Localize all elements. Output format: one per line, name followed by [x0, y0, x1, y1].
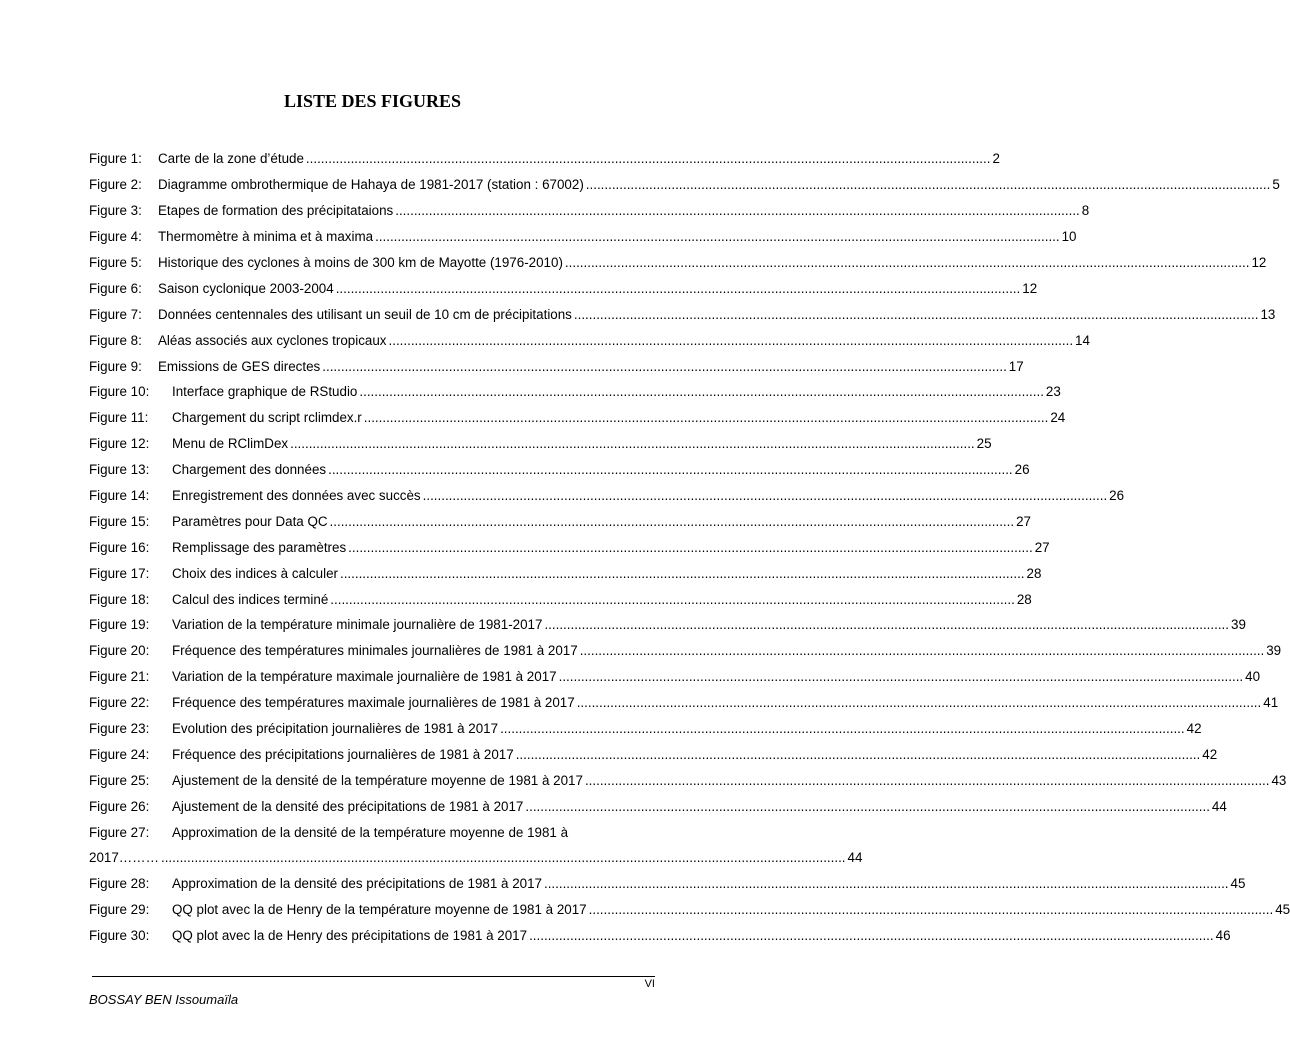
dot-leader [346, 540, 1035, 555]
figure-page-number: 24 [1050, 410, 1066, 426]
figure-page-number: 39 [1266, 643, 1282, 659]
dot-leader [334, 281, 1023, 296]
figure-caption: Paramètres pour Data QC [172, 513, 328, 529]
author-name: BOSSAY BEN Issoumaïla [89, 992, 239, 1007]
figure-page-number: 40 [1245, 669, 1261, 685]
figure-page-number: 46 [1215, 928, 1231, 944]
figure-page-number: 42 [1186, 721, 1202, 737]
dot-leader [338, 566, 1027, 581]
figure-page-number: 26 [1109, 488, 1125, 504]
page-number: VI [644, 978, 655, 990]
toc-entry[interactable] [89, 508, 1031, 534]
figure-page-number: 28 [1016, 591, 1032, 607]
figure-label: Figure 2: [89, 177, 142, 193]
figure-caption-continuation: 2017……… [89, 850, 159, 866]
toc-entry[interactable] [89, 716, 1202, 742]
figure-label: Figure 28: [89, 876, 150, 892]
figure-caption: Historique des cyclones à moins de 300 km de Mayotte (1976-2010) [158, 255, 563, 270]
figure-page-number: 12 [1022, 280, 1038, 296]
figure-caption: Calcul des indices terminé [172, 591, 329, 607]
figure-caption: Choix des indices à calculer [172, 565, 338, 581]
figure-page-number: 43 [1271, 772, 1287, 788]
figure-caption: Emissions de GES directes [158, 358, 321, 374]
figure-page-number: 45 [1230, 876, 1246, 892]
toc-entry[interactable] [89, 379, 1061, 405]
figure-label: Figure 25: [89, 772, 150, 788]
figure-page-number: 5 [1272, 177, 1280, 193]
figure-caption: Fréquence des précipitations journalières de 1981 à 2017 [172, 746, 514, 762]
figure-page-number: 10 [1061, 229, 1077, 245]
figure-caption: Enregistrement des données avec succès [172, 488, 421, 504]
toc-entry[interactable] [89, 923, 1231, 949]
dot-leader [357, 384, 1046, 399]
figure-label: Figure 7: [89, 306, 142, 322]
toc-entry[interactable] [89, 560, 1042, 586]
figure-label: Figure 23: [89, 721, 150, 737]
dot-leader [159, 850, 848, 865]
figure-label: Figure 13: [89, 462, 150, 478]
dot-leader [587, 902, 1276, 917]
figure-label: Figure 11: [89, 410, 149, 426]
dot-leader [326, 462, 1015, 477]
toc-entry[interactable] [89, 871, 1246, 897]
figure-page-number: 41 [1263, 695, 1279, 711]
figure-caption: Evolution des précipitation journalières de 1981 à 2017 [172, 721, 499, 737]
figure-page-number: 26 [1014, 462, 1030, 478]
figure-page-number: 25 [976, 436, 992, 452]
figure-page-number: 44 [1211, 798, 1227, 814]
figure-caption: QQ plot avec la de Henry des précipitations de 1981 à 2017 [172, 928, 528, 944]
figure-page-number: 39 [1231, 617, 1246, 633]
toc-entry[interactable] [89, 457, 1030, 483]
figure-page-number: 2 [992, 151, 1000, 167]
figure-label: Figure 5: [89, 255, 142, 270]
toc-entry[interactable] [89, 690, 1279, 716]
figure-label: Figure 18: [89, 591, 150, 607]
dot-leader [328, 514, 1017, 529]
toc-entry[interactable] [89, 793, 1227, 819]
dot-leader [584, 177, 1273, 192]
figure-label: Figure 20: [89, 643, 150, 659]
figure-label: Figure 21: [89, 669, 150, 685]
toc-entry[interactable] [89, 483, 1125, 509]
toc-entry[interactable] [89, 353, 1024, 379]
dot-leader [393, 203, 1082, 218]
dot-leader [328, 592, 1017, 607]
dot-leader [421, 488, 1110, 503]
figure-caption: Interface graphique de RStudio [172, 384, 358, 400]
dot-leader [583, 773, 1272, 788]
dot-leader [373, 229, 1062, 244]
toc-entry[interactable] [89, 534, 1050, 560]
toc-entry[interactable] [89, 224, 1077, 250]
dot-leader [572, 307, 1261, 322]
figure-page-number: 17 [1008, 358, 1024, 374]
figure-label: Figure 26: [89, 798, 150, 814]
figure-page-number: 27 [1034, 539, 1050, 555]
figure-page-number: 13 [1260, 306, 1276, 322]
footer-divider [92, 976, 655, 977]
figure-caption: Chargement des données [172, 462, 327, 478]
dot-leader [527, 928, 1216, 943]
dot-leader [542, 617, 1231, 632]
figure-caption: QQ plot avec la de Henry de la température moyenne de 1981 à 2017 [172, 902, 587, 918]
toc-entry[interactable] [89, 612, 1246, 638]
figure-page-number: 8 [1081, 203, 1090, 219]
toc-entry[interactable] [89, 664, 1261, 690]
toc-entry[interactable] [89, 172, 1280, 198]
dot-leader [387, 333, 1076, 348]
figure-page-number: 27 [1016, 513, 1031, 529]
dot-leader [523, 799, 1212, 814]
figure-caption: Ajustement de la densité de la température moyenne de 1981 à 2017 [172, 772, 583, 788]
toc-entry[interactable] [89, 327, 1090, 353]
figure-caption: Menu de RClimDex [172, 436, 289, 452]
figure-caption: Données centennales des utilisant un seuil de 10 cm de précipitations [158, 306, 572, 322]
toc-entry[interactable] [89, 146, 1000, 172]
figure-caption: Etapes de formation des précipitataions [158, 203, 394, 219]
figure-caption: Diagramme ombrothermique de Hahaya de 1981-2017 (station : 67002) [158, 177, 584, 193]
figure-page-number: 42 [1202, 746, 1218, 762]
figure-list [89, 146, 1290, 949]
figure-label: Figure 14: [89, 488, 150, 504]
figure-page-number: 28 [1026, 565, 1042, 581]
toc-entry[interactable] [89, 405, 1066, 431]
dot-leader [514, 747, 1203, 762]
toc-entry[interactable] [89, 586, 1032, 612]
figure-caption: Remplissage des paramètres [172, 539, 347, 555]
dot-leader [320, 359, 1009, 374]
toc-entry[interactable] [89, 767, 1287, 793]
toc-entry[interactable] [89, 431, 992, 457]
dot-leader [362, 410, 1051, 425]
dot-leader [304, 151, 993, 166]
dot-leader [542, 876, 1231, 891]
dot-leader [578, 643, 1267, 658]
toc-entry[interactable] [89, 250, 1267, 276]
figure-label: Figure 17: [89, 565, 150, 581]
figure-label: Figure 16: [89, 539, 150, 555]
figure-caption: Thermomètre à minima et à maxima [158, 229, 374, 245]
figure-label: Figure 30: [89, 928, 150, 944]
figure-label: Figure 24: [89, 746, 150, 762]
figure-label: Figure 6: [89, 280, 142, 296]
dot-leader [288, 436, 977, 451]
figure-caption: Ajustement de la densité des précipitations de 1981 à 2017 [172, 798, 524, 814]
toc-entry[interactable] [89, 198, 1090, 224]
toc-entry[interactable] [89, 741, 1218, 767]
figure-page-number: 45 [1275, 902, 1290, 918]
figure-page-number: 14 [1075, 332, 1090, 348]
page-title: LISTE DES FIGURES [283, 91, 462, 111]
figure-label: Figure 15: [89, 513, 150, 529]
figure-label: Figure 3: [89, 203, 142, 219]
figure-label: Figure 4: [89, 229, 142, 245]
figure-label: Figure 1: [89, 151, 142, 167]
figure-caption: Saison cyclonique 2003-2004 [158, 280, 334, 296]
toc-entry[interactable] [89, 275, 1038, 301]
figure-page-number: 44 [847, 850, 863, 866]
figure-label: Figure 9: [89, 358, 142, 374]
dot-leader [557, 669, 1246, 684]
figure-caption: Variation de la température minimale journalière de 1981-2017 [172, 617, 543, 633]
toc-entry[interactable] [89, 638, 1282, 664]
figure-caption: Chargement du script rclimdex.r [172, 410, 362, 426]
figure-label: Figure 12: [89, 436, 150, 452]
figure-caption: Approximation de la densité de la température moyenne de 1981 à [172, 824, 569, 840]
figure-label: Figure 19: [89, 617, 150, 633]
figure-page-number: 23 [1045, 384, 1061, 400]
dot-leader [575, 695, 1264, 710]
figure-label: Figure 10: [89, 384, 150, 400]
toc-entry[interactable] [89, 819, 863, 871]
toc-entry[interactable] [89, 897, 1290, 923]
figure-label: Figure 22: [89, 695, 150, 711]
dot-leader [498, 721, 1187, 736]
figure-caption: Fréquence des températures minimales journalières de 1981 à 2017 [172, 643, 578, 659]
dot-leader [563, 255, 1252, 270]
figure-caption: Variation de la température maximale journalière de 1981 à 2017 [172, 669, 557, 685]
figure-caption: Aléas associés aux cyclones tropicaux [158, 332, 387, 348]
figure-caption: Approximation de la densité des précipitations de 1981 à 2017 [172, 876, 542, 892]
figure-label: Figure 29: [89, 902, 150, 918]
figure-caption: Fréquence des températures maximale journalières de 1981 à 2017 [172, 695, 575, 711]
figure-caption: Carte de la zone d’étude [158, 151, 304, 167]
figure-label: Figure 27: [89, 824, 150, 840]
toc-entry[interactable] [89, 301, 1276, 327]
figure-label: Figure 8: [89, 332, 142, 348]
figure-page-number: 12 [1251, 255, 1267, 270]
